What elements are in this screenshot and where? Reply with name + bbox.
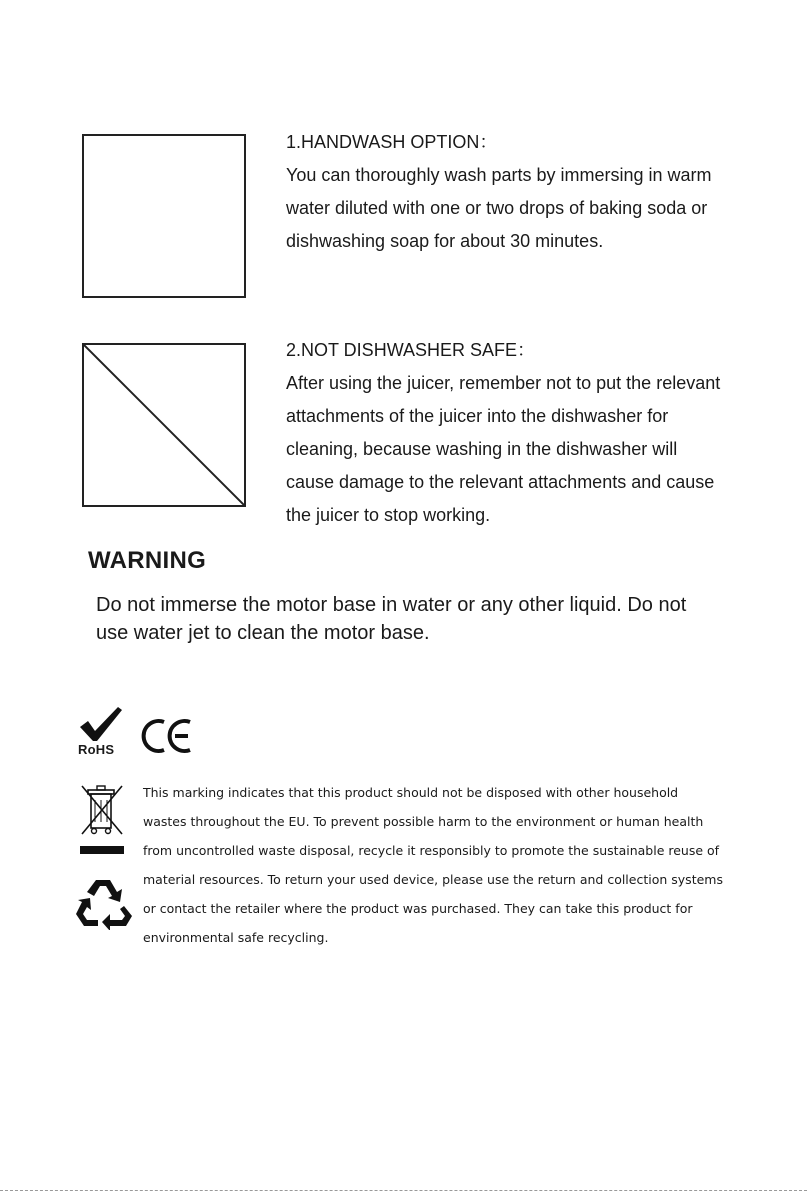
crossed-out-bin-icon	[78, 782, 126, 858]
rohs-mark	[78, 705, 128, 761]
rohs-label: RoHS	[78, 742, 115, 757]
ce-mark-icon	[140, 716, 196, 756]
dishwasher-section	[286, 334, 786, 532]
warning-title: WARNING	[88, 547, 207, 574]
not-dishwasher-safe-box	[82, 343, 246, 507]
handwash-section	[286, 126, 786, 258]
dishwasher-body: After using the juicer, remember not to put the relevant attachments of the juicer into the dishwasher for cleaning, because washing in the dishwasher will cause damage to the relevant attachments and cause the juicer to stop working.	[286, 373, 721, 525]
bottom-dashed-rule	[0, 1190, 807, 1191]
dishwasher-heading: 2.NOT DISHWASHER SAFE：	[286, 340, 536, 360]
recycle-icon	[74, 876, 134, 930]
handwash-placeholder-box	[82, 134, 246, 298]
disposal-text: This marking indicates that this product should not be disposed with other household wastes throughout the EU. To prevent possible harm to the environment or human health from uncontrolled waste disposal, recycle it responsibly to promote the sustainable reuse of material resources. To return your used device, please use the return and collection systems or contact the retailer where the product was purchased. They can take this product for environmental safe recycling.	[143, 785, 723, 945]
warning-text: Do not immerse the motor base in water or any other liquid. Do not use water jet to clean the motor base.	[96, 594, 687, 644]
handwash-body: You can thoroughly wash parts by immersing in warm water diluted with one or two drops of baking soda or dishwashing soap for about 30 minutes.	[286, 165, 712, 251]
handwash-heading: 1.HANDWASH OPTION：	[286, 132, 498, 152]
diagonal-line-icon	[84, 345, 244, 505]
rohs-check-icon	[78, 705, 128, 745]
